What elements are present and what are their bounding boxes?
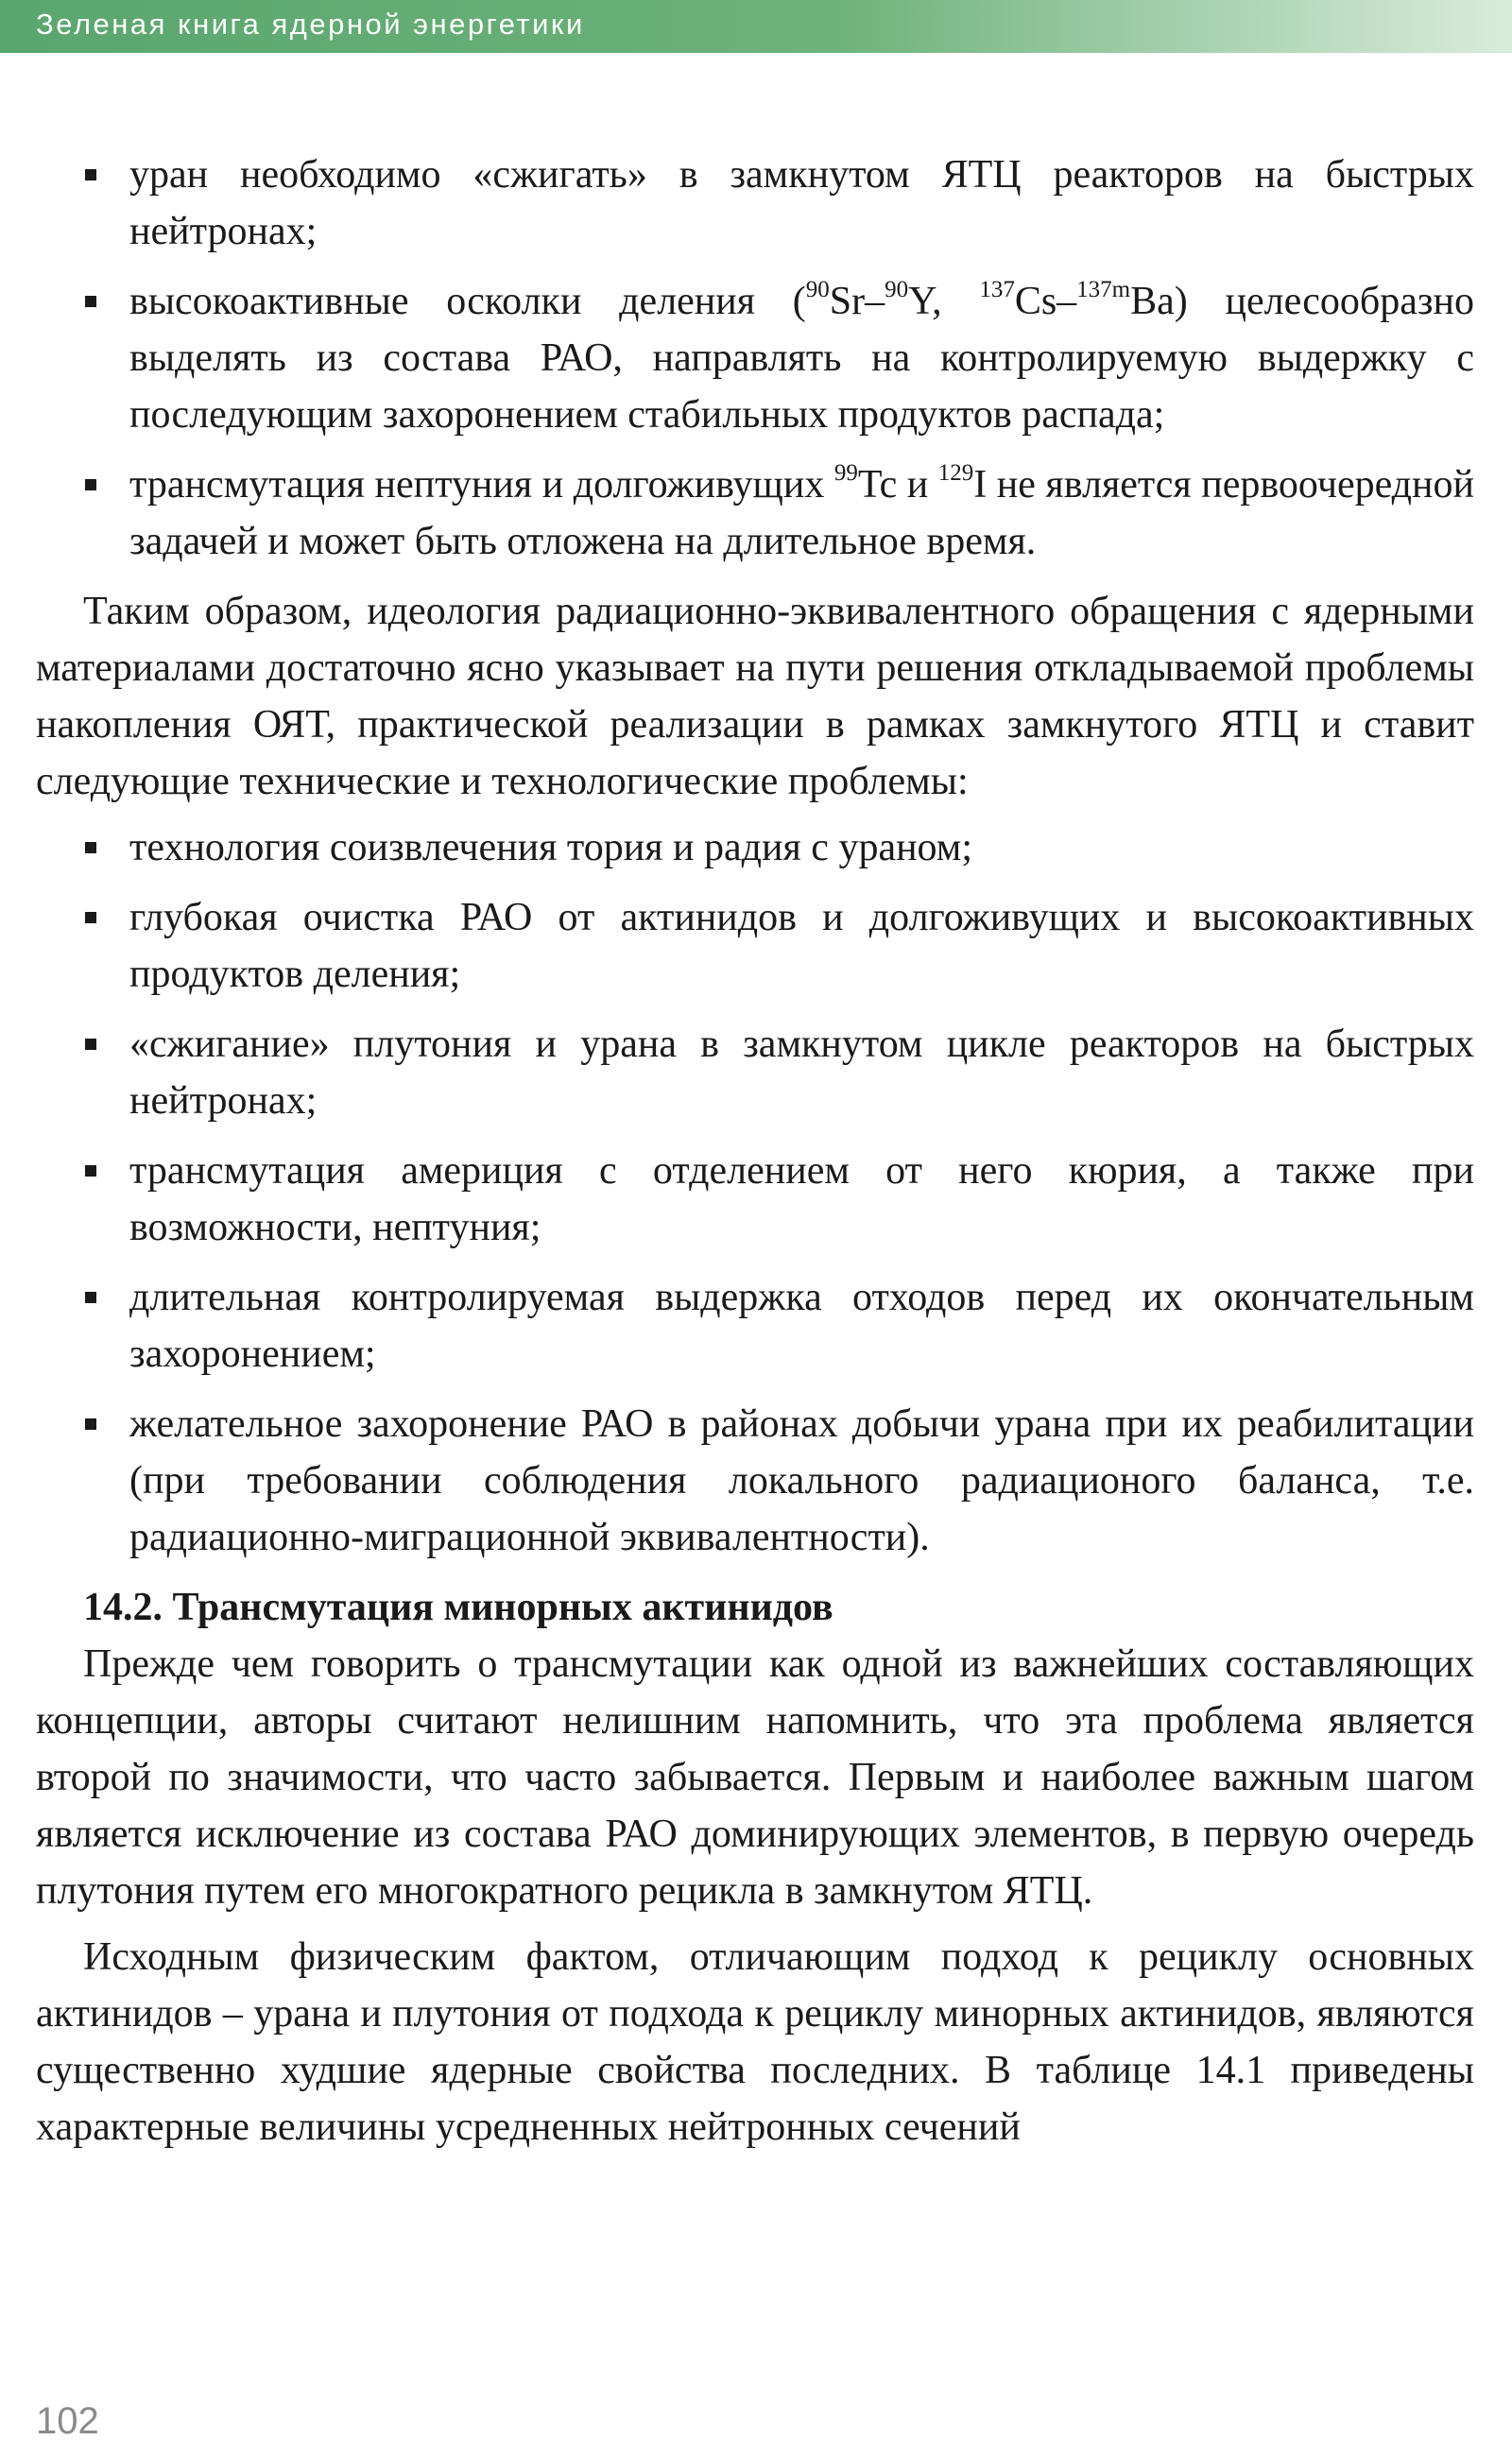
page-number: 102 [36, 2400, 99, 2442]
square-bullet-icon [85, 912, 96, 923]
list-item: трансмутация нептуния и долгоживущих $^{99}$Tc и $^{129}$I не является первоочередной задачей и может быть отложена на длительное время. [36, 456, 1474, 570]
list-item: глубокая очистка РАО от актинидов и долгоживущих и высокоактивных продуктов деления; [36, 889, 1474, 1003]
square-bullet-icon [85, 169, 96, 180]
list-item: уран необходимо «сжигать» в замкнутом ЯТЦ реакторов на быстрых нейтронах; [36, 146, 1474, 260]
header-bar [0, 0, 1512, 53]
bullet-list-2 [36, 819, 1474, 1566]
section-heading: 14.2. Трансмутация минорных актинидов [83, 1586, 833, 1629]
square-bullet-icon [85, 1292, 96, 1303]
paragraph-transmutation-intro: Прежде чем говорить о трансмутации как одной из важнейших составляющих концепции, авторы считают нелишним напомнить, что эта проблема является второй по значимости, что часто забывается. Первым и наиболее важным шагом является исключение из состава РАО доминирующих элементов, в первую очередь плутония путем его многократного рецикла в замкнутом ЯТЦ. [36, 1642, 1474, 1913]
list-item: высокоактивные осколки деления ($^{90}$Sr–$^{90}$Y, $^{137}$Cs–$^{137m}$Ba) целесообразно выделять из состава РАО, направлять на контролируемую выдержку с последующим захоронением стабильных продуктов распада; [36, 273, 1474, 443]
square-bullet-icon [85, 1418, 96, 1430]
list-item: «сжигание» плутония и урана в замкнутом цикле реакторов на быстрых нейтронах; [36, 1016, 1474, 1129]
list-item: трансмутация америция с отделением от него кюрия, а также при возможности, нептуния; [36, 1143, 1474, 1256]
square-bullet-icon [85, 296, 96, 307]
paragraph-physical-fact: Исходным физическим фактом, отличающим подход к рециклу основных актинидов – урана и плутония от подхода к рециклу минорных актинидов, являются существенно худшие ядерные свойства последних. В таблице 14.1 приведены характерные величины усредненных нейтронных сечений [36, 1935, 1474, 2149]
bullet-list-1 [36, 146, 1474, 570]
list-item: желательное захоронение РАО в районах добычи урана при их реабилитации (при требовании соблюдения локального радиационого баланса, т.е. радиационно-миграционной эквивалентности). [36, 1396, 1474, 1566]
square-bullet-icon [85, 1165, 96, 1177]
square-bullet-icon [85, 479, 96, 490]
square-bullet-icon [85, 842, 96, 853]
running-header-title: Зеленая книга ядерной энергетики [36, 8, 585, 41]
square-bullet-icon [85, 1039, 96, 1050]
list-item: длительная контролируемая выдержка отходов перед их окончательным захоронением; [36, 1269, 1474, 1383]
paragraph-ideology: Таким образом, идеология радиационно-эквивалентного обращения с ядерными материалами достаточно ясно указывает на пути решения откладываемой проблемы накопления ОЯТ, практической реализации в рамках замкнутого ЯТЦ и ставит следующие технические и технологические проблемы: [36, 590, 1474, 803]
list-item: технология соизвлечения тория и радия с ураном; [36, 819, 1474, 876]
page-content [36, 146, 1474, 2165]
